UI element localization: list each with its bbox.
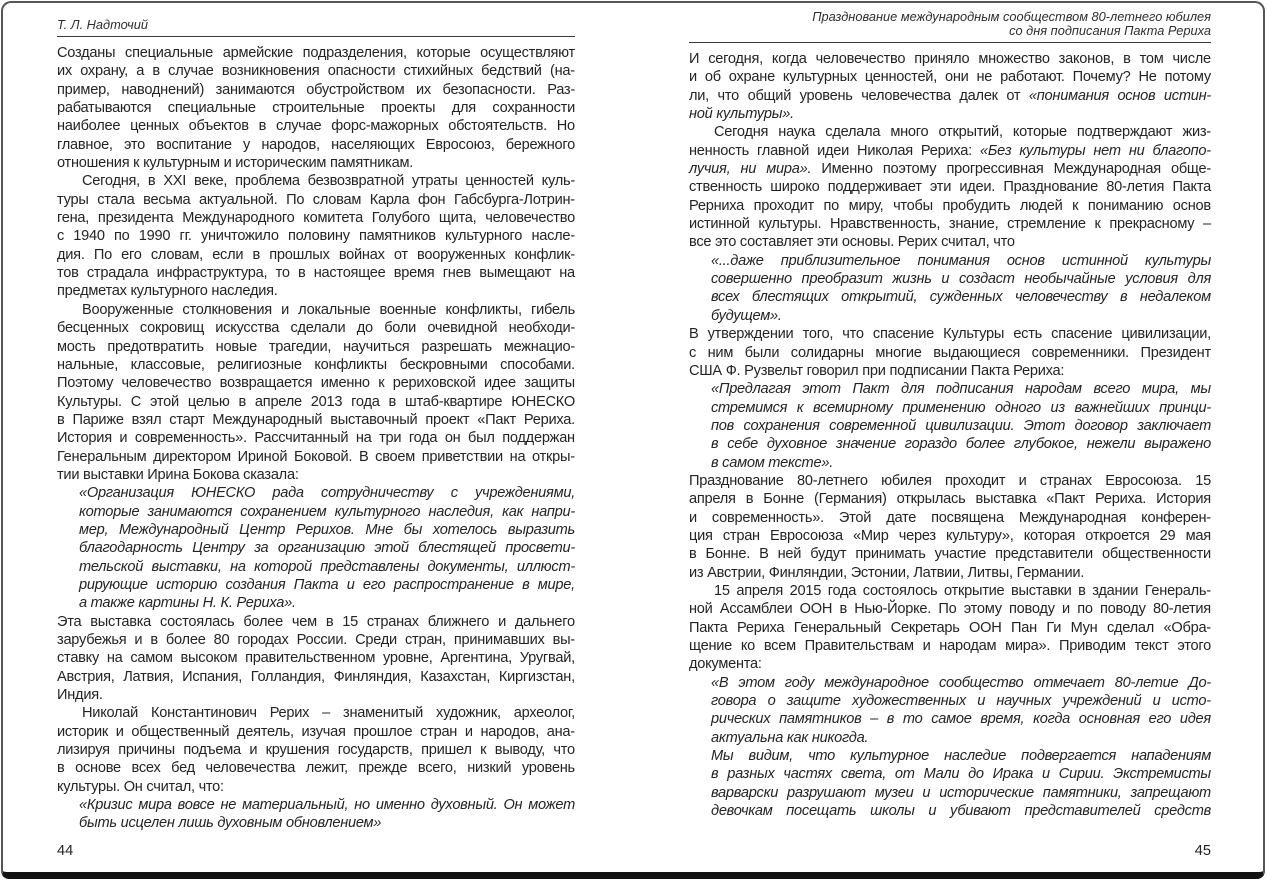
text-line: Пакта Рериха Генеральный Секретарь ООН Пан Ги Мун сделал «Обра- (689, 619, 1211, 636)
text-line: всех блестящих открытий, сужденных человечеству в недалеком (711, 289, 1211, 306)
text-line: пример, наводнений) занимаются обустройством их безопасности. Раз- (57, 81, 575, 98)
page-number-left: 44 (57, 843, 74, 859)
text-line: актуальна как никогда. (711, 729, 869, 746)
text-line: все это составляет эти основы. Рерих считал, что (689, 234, 1015, 251)
page-body-right (689, 51, 1211, 821)
text-line: тии выставки Ирина Бокова сказала: (57, 466, 299, 483)
text-line: ставку на самом высоком правительственном уровне, Аргентина, Уругвай, (57, 650, 575, 667)
text-line: в Париже взял старт Международный выставочный проект «Пакт Рериха. (57, 411, 575, 428)
text-line: и об охране культурных ценностей, они не работают. Почему? Не потому (689, 69, 1211, 86)
text-line: «...даже приблизительное понимания основ истинной культуры (711, 252, 1211, 269)
text-line: рирующие историю создания Пакта и его распространение в мире, (79, 576, 575, 593)
text-line: туры стала весьма актуальной. По словам Карла фон Габсбурга-Лотрин- (57, 191, 575, 208)
text-line: бесценных сокровищ искусства сделали до боли очевидной необходи- (57, 320, 575, 337)
text-line: Сегодня наука сделала много открытий, которые подтверждают жиз- (714, 124, 1211, 141)
running-header-text: Празднование международным сообществом 80-летнего юбилея (812, 9, 1211, 24)
running-header-text: Т. Л. Надточий (57, 17, 149, 32)
text-line: в Бонне. В ней будут принимать участие представители общественности (689, 546, 1211, 563)
text-line: Австрия, Латвия, Испания, Голландия, Финляндия, Казахстан, Киргизстан, (57, 668, 575, 685)
text-line: Эта выставка состоялась более чем в 15 странах ближнего и дальнего (57, 613, 575, 630)
text-line: наиболее ценных объектов в случае форс-мажорных обстоятельств. Но (57, 118, 575, 135)
text-line: 15 апреля 2015 года состоялось открытие выставки в здании Генераль- (714, 582, 1211, 599)
text-line: будущем». (711, 307, 782, 324)
text-line: Мы видим, что культурное наследие подвергается нападениям (711, 748, 1211, 765)
text-line: а также картины Н. К. Рериха». (79, 595, 296, 612)
text-line: стремимся к всемирному применению одного из важнейших принци- (711, 399, 1211, 416)
text-line: истинной культуры. Нравственность, знание, стремление к прекрасному – (689, 216, 1211, 233)
text-line: в разных частях света, от Мали до Ирака и Сирии. Экстремисты (711, 766, 1211, 783)
text-line: девочкам посещать школы и убивают представителей средств (711, 803, 1211, 820)
text-line: в основе всех бед человечества лежит, прежде всего, низкий уровень (57, 760, 575, 777)
text-line: предметах культурного наследия. (57, 283, 278, 300)
text-line: Поэтому человечество возвращается именно к рериховской идее защиты (57, 375, 575, 392)
text-line: культуры. Он считал, что: (57, 778, 224, 795)
text-line: «Предлагая этот Пакт для подписания народам всего мира, мы (711, 381, 1211, 398)
text-line: в себе духовное значение гораздо более глубокое, нежели выражено (711, 436, 1211, 453)
text-line: которые занимаются сохранением культурного наследия, как напри- (79, 503, 575, 520)
text-line: Индия. (57, 687, 103, 704)
text-line: рических памятников – в то самое время, когда основная его идея (711, 711, 1211, 728)
text-line: говора о защите художественных и научных учреждений и исто- (711, 693, 1211, 710)
text-line: из Австрии, Финляндии, Эстонии, Латвии, Литвы, Германии. (689, 564, 1085, 581)
text-line: Празднование 80-летнего юбилея проходит и странах Евросоюза. 15 (689, 472, 1211, 489)
text-line: историк и общественный деятель, изучая прошлое стран и народов, ана- (57, 723, 575, 740)
text-line: главное, это воспитание у народов, населяющих Евросоюз, бережного (57, 136, 575, 153)
text-line: Сегодня, в XXI веке, проблема безвозвратной утраты ценностей куль- (82, 173, 575, 190)
text-line: США Ф. Рузвельт говорил при подписании Пакта Рериха: (689, 362, 1065, 379)
text-line: лучия, ни мира». Именно поэтому прогрессивная Международная обще- (689, 161, 1211, 178)
text-line: ной культуры». (689, 106, 794, 123)
text-line: ция стран Евросоюза «Мир через культуру», которая откроется 29 мая (689, 527, 1211, 544)
text-line: быть исцелен лишь духовным обновлением» (79, 815, 382, 832)
running-header-left (57, 10, 575, 37)
text-line: Созданы специальные армейские подразделения, которые осуществляют (57, 45, 575, 61)
text-line: «Организация ЮНЕСКО рада сотрудничеству с учреждениями, (79, 485, 575, 502)
text-line: ненность главной идеи Николая Рериха: «Без культуры нет ни благопо- (689, 142, 1211, 159)
text-line: отношения к культурным и историческим памятникам. (57, 155, 414, 172)
text-line: тов страдала инфраструктура, то в настоящее время гнев вымещают на (57, 265, 575, 282)
text-line: благодарность Центру за организацию этой блестящей просвети- (79, 540, 575, 557)
text-line: нальные, классовые, религиозные конфликты бескровными способами. (57, 356, 575, 373)
left-page (57, 10, 575, 834)
text-line: апреля в Бонне (Германия) открылась выставка «Пакт Рериха. История (689, 491, 1211, 508)
text-line: щение ко всем Правительствам и народам мира». Приводим текст этого (689, 638, 1211, 654)
text-line: ли, что общий уровень человечества далек от «понимания основ истин- (689, 87, 1211, 104)
text-line: ственность широко поддерживает эти идеи. Празднование 80-летия Пакта (689, 179, 1211, 196)
text-line: рабатываются специальные строительные проекты для сохранности (57, 100, 575, 117)
text-line: зарубежья и в более 80 городах России. Среди стран, принимавших вы- (57, 632, 575, 648)
running-header-right (689, 10, 1211, 43)
text-line: мость предотвратить новые трагедии, научиться разрешать межнацио- (57, 338, 575, 355)
text-line: И сегодня, когда человечество приняло множество законов, в том числе (689, 51, 1211, 67)
text-line: варварски разрушают музеи и исторические памятники, запрещают (711, 784, 1211, 801)
text-line: Генеральным директором Ириной Боковой. В своем приветствии на откры- (57, 448, 575, 465)
text-line: Николай Константинович Рерих – знаменитый художник, археолог, (82, 705, 575, 722)
page-number-right: 45 (1194, 843, 1211, 859)
text-line: «В этом году международное сообщество отмечает 80-летие До- (711, 674, 1211, 691)
text-line: совершенно преобразит жизнь и создаст необычайные условия для (711, 271, 1211, 288)
text-line: ной Ассамблеи ООН в Нью-Йорке. По этому поводу и по поводу 80-летия (689, 601, 1211, 618)
text-line: гена, президента Международного комитета Голубого щита, человечество (57, 210, 575, 227)
text-line: дия. По его словам, если в прошлых войнах от вооруженных конфлик- (57, 246, 575, 263)
page-body-left (57, 45, 575, 834)
text-line: пов сохранения современной цивилизации. Этот договор заключает (711, 417, 1211, 434)
text-line: Вооруженные столкновения и локальные военные конфликты, гибель (82, 301, 575, 318)
text-line: Культуры. С этой целью в апреле 2013 года в штаб-квартире ЮНЕСКО (57, 393, 575, 410)
text-line: История и современность». Рассчитанный на три года он был поддержан (57, 430, 575, 447)
text-line: «Кризис мира вовсе не материальный, но именно духовный. Он может (79, 797, 575, 814)
text-line: тельской выставки, на которой представлены документы, иллюст- (79, 558, 575, 575)
right-page (689, 10, 1211, 821)
text-line: с ним были солидарны многие выдающиеся современники. Президент (689, 344, 1211, 361)
text-line: лизируя причины подъема и крушения государств, пришел к выводу, что (57, 742, 575, 759)
text-line: мер, Международный Центр Рерихов. Мне бы хотелось выразить (79, 521, 575, 538)
text-line: их охрану, а в случае возникновения опасности стихийных бедствий (на- (57, 63, 575, 80)
running-header-text: со дня подписания Пакта Рериха (1009, 23, 1211, 38)
text-line: с 1940 по 1990 гг. уничтожило половину памятников культурного насле- (57, 228, 575, 245)
text-line: В утверждении того, что спасение Культуры есть спасение цивилизации, (689, 326, 1211, 343)
text-line: и современность». Этой дате посвящена Международная конферен- (689, 509, 1211, 526)
text-line: Рерниха проходит по миру, чтобы пробудить людей к пониманию основ (689, 197, 1211, 214)
text-line: документа: (689, 656, 762, 673)
text-line: в самом тексте». (711, 454, 834, 471)
